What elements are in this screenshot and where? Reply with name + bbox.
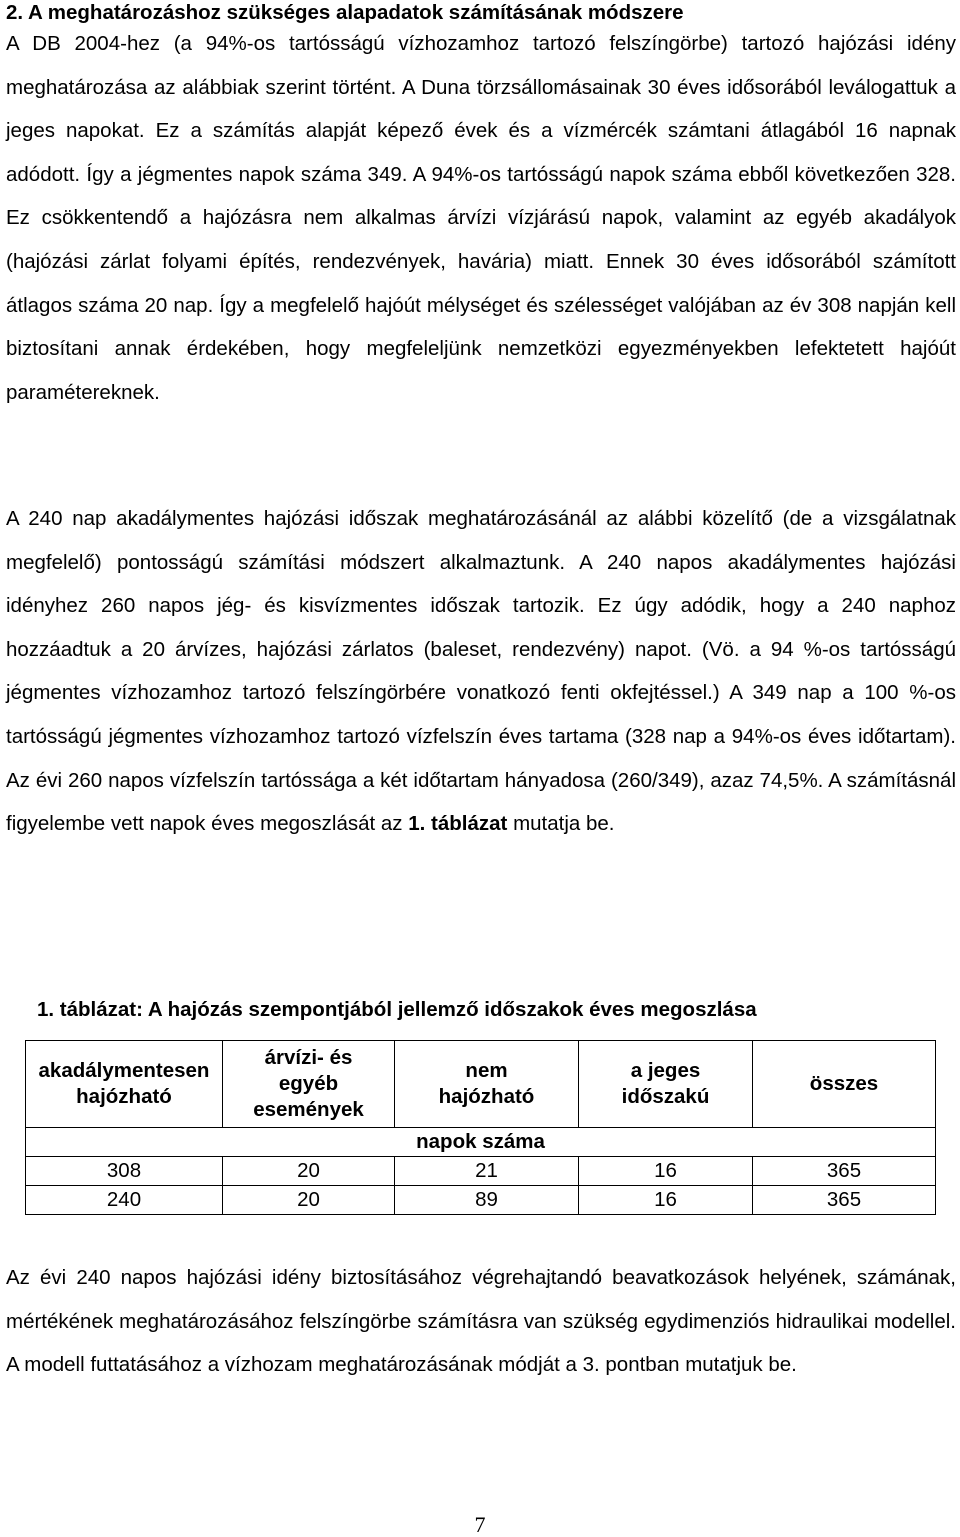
paragraph-240-day-calculation (6, 497, 956, 846)
table-cell: 89 (395, 1186, 579, 1215)
annual-distribution-table (25, 1040, 936, 1215)
header-number-of-days: napok száma (26, 1128, 936, 1157)
table-reference: 1. táblázat (408, 812, 508, 836)
table-cell: 365 (753, 1157, 936, 1186)
header-flood-and-other-events: árvízi- és egyéb események (223, 1041, 395, 1128)
table-header-row (26, 1041, 936, 1128)
table-cell: 240 (26, 1186, 223, 1215)
page-number: 7 (474, 1512, 486, 1537)
table-subheader-row (26, 1128, 936, 1157)
header-total: összes (753, 1041, 936, 1128)
table-row (26, 1186, 936, 1215)
table-cell: 308 (26, 1157, 223, 1186)
table-cell: 20 (223, 1157, 395, 1186)
section-heading: 2. A meghatározáshoz szükséges alapadatok számításának módszere (6, 1, 684, 24)
header-unobstructed-navigable: akadálymentesen hajózható (26, 1041, 223, 1128)
paragraph-240-day-ending: mutatja be. (507, 812, 615, 836)
paragraph-240-day-text: A 240 nap akadálymentes hajózási időszak meghatározásánál az alábbi közelítő (de a vizsgálatnak megfelelő) pontosságú számítási módszert alkalmaztunk. A 240 napos akadálymentes hajózási idényhez 260 napos jég- és kisvízmentes időszak tartozik. Ez úgy adódik, hogy a 240 naphoz hozzáadtuk a 20 árvízes, hajózási zárlatos (baleset, rendezvény) napot. (Vö. a 94 %-os tartósságú jégmentes vízhozamhoz tartozó felszíngörbére vonatkozó fenti okfejtéssel.) A 349 nap a 100 %-os tartósságú jégmentes vízhozamhoz tartozó vízfelszín éves tartama (328 nap a 94%-os éves időtartam). Az évi 260 napos vízfelszín tartóssága a két időtartam hányadosa (260/349), azaz 74,5%. A számításnál figyelembe vett napok éves megoszlását az (6, 507, 956, 836)
table-cell: 16 (579, 1186, 753, 1215)
table-cell: 365 (753, 1186, 936, 1215)
table-caption: 1. táblázat: A hajózás szempontjából jellemző időszakok éves megoszlása (37, 998, 757, 1021)
table-cell: 16 (579, 1157, 753, 1186)
table-row (26, 1157, 936, 1186)
header-ice-period: a jeges időszakú (579, 1041, 753, 1128)
paragraph-intervention-modelling: Az évi 240 napos hajózási idény biztosításához végrehajtandó beavatkozások helyének, számának, mértékének meghatározásához felszíngörbe számításra van szükség egydimenziós hidraulikai modellel. A modell futtatásához a vízhozam meghatározásának módját a 3. pontban mutatjuk be. (6, 1266, 956, 1377)
table-cell: 20 (223, 1186, 395, 1215)
paragraph-navigation-season-method: A DB 2004-hez (a 94%-os tartósságú vízhozamhoz tartozó felszíngörbe) tartozó hajózási idény meghatározása az alábbiak szerint történt. A Duna törzsállomásainak 30 éves idősorából leválogattuk a jeges napokat. Ez a számítás alapját képező évek és a vízmércék számtani átlagából 16 napnak adódott. Így a jégmentes napok száma 349. A 94%-os tartósságú napok száma ebből következően 328. Ez csökkentendő a hajózásra nem alkalmas árvízi vízjárású napok, valamint az egyéb akadályok (hajózási zárlat folyami építés, rendezvények, havária) miatt. Ennek 30 éves idősorából számított átlagos száma 20 nap. Így a megfelelő hajóút mélységet és szélességet valójában az év 308 napján kell biztosítani annak érdekében, hogy megfeleljünk nemzetközi egyezményekben lefektetett hajóút paramétereknek. (6, 32, 956, 404)
table-cell: 21 (395, 1157, 579, 1186)
header-not-navigable: nem hajózható (395, 1041, 579, 1128)
